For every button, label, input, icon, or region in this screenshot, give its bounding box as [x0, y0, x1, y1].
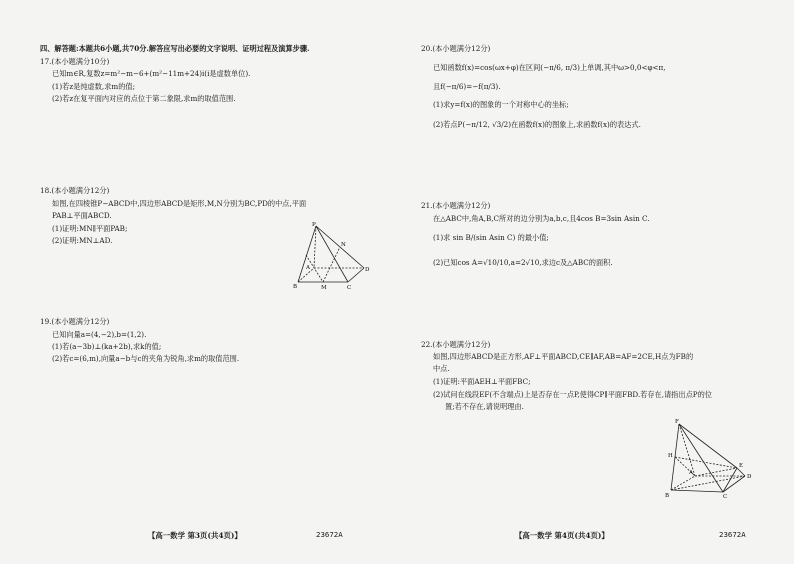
footer-right-code: 23672A: [719, 530, 746, 539]
right-page: [397, 0, 794, 564]
label-h: H: [668, 453, 673, 459]
q22-part2-line1: (2)试问在线段EF(不含端点)上是否存在一点P,使得CP∥平面FBD.若存在,请指出点P的位: [433, 390, 712, 399]
label-f: F: [675, 419, 679, 425]
q18-heading: 18.(本小题满分12分): [40, 186, 110, 195]
label-e: E: [739, 463, 744, 469]
q19-stem: 已知向量a=(4,−2),b=(1,2).: [52, 330, 147, 339]
q20-part2: (2)若点P(−π/12, √3/2)在函数f(x)的图象上,求函数f(x)的表达式.: [433, 120, 641, 129]
q17-heading: 17.(本小题满分10分): [40, 57, 110, 66]
label-a: A: [689, 470, 693, 476]
q21-part2: (2)已知cos A=√10/10,a=2√10,求边c及△ABC的面积.: [433, 258, 613, 267]
q17-stem: 已知m∈R,复数z=m²−m−6+(m²−11m+24)i(i是虚数单位).: [52, 69, 251, 78]
edge-fe: [679, 424, 737, 468]
q17-part1: (1)若z是纯虚数,求m的值;: [52, 82, 135, 91]
q21-stem: 在△ABC中,角A,B,C所对的边分别为a,b,c,且4cos B=3sin Asin C.: [433, 214, 650, 223]
q20-part1: (1)求y=f(x)的图象的一个对称中心的坐标;: [433, 100, 569, 109]
q20-stem-line1: 已知函数f(x)=cos(ωx+φ)在区间(−π/6, π/3)上单调,其中ω>0,0<φ<π,: [433, 63, 666, 72]
label-n: N: [341, 242, 346, 248]
segment-ae: [695, 468, 737, 476]
q19-heading: 19.(本小题满分12分): [40, 317, 110, 326]
footer-left-code: 23672A: [316, 530, 343, 539]
q18-part1: (1)证明:MN∥平面PAB;: [52, 224, 128, 233]
label-d: D: [747, 474, 752, 480]
q21-part1: (1)求 sin B/(sin Asin C) 的最小值;: [433, 233, 549, 242]
q19-part2: (2)若c=(6,m),向量a−b与c的夹角为锐角,求m的取值范围.: [52, 354, 240, 363]
label-a: A: [306, 265, 310, 271]
q19-part1: (1)若(a−3b)⊥(ka+2b),求k的值;: [52, 342, 162, 351]
q17-part2: (2)若z在复平面内对应的点位于第二象限,求m的取值范围.: [52, 94, 236, 103]
label-c: C: [347, 285, 352, 291]
q18-stem-line2: PAB⊥平面ABCD.: [52, 211, 112, 220]
q22-heading: 22.(本小题满分12分): [421, 340, 491, 349]
label-d: D: [365, 267, 370, 273]
label-c: C: [723, 494, 728, 500]
q18-stem-line1: 如图,在四棱锥P−ABCD中,四边形ABCD是矩形,M,N分别为BC,PD的中点,平面: [52, 199, 307, 208]
q22-stem-line1: 如图,四边形ABCD是正方形,AF⊥平面ABCD,CE∥AF,AB=AF=2CE,H点为FB的: [433, 352, 694, 361]
q20-stem-line2: 且f(−π/6)=−f(π/3).: [433, 82, 501, 91]
edge-ce: [723, 468, 737, 492]
q20-heading: 20.(本小题满分12分): [421, 44, 491, 53]
q22-stem-line2: 中点.: [433, 364, 450, 373]
segment-mn: [323, 247, 340, 282]
q22-part1: (1)证明:平面AEH⊥平面FBC;: [433, 377, 531, 386]
label-m: M: [321, 285, 327, 291]
q21-heading: 21.(本小题满分12分): [421, 201, 491, 210]
edge-pc: [316, 226, 348, 282]
footer-left-label: 【高一数学 第3页(共4页)】: [148, 531, 242, 540]
diag-bd: [671, 476, 745, 490]
q22-solid-figure: [665, 418, 755, 498]
label-b: B: [293, 284, 298, 290]
footer-right-label: 【高一数学 第4页(共4页)】: [515, 531, 609, 540]
edge-ed: [737, 468, 745, 476]
edge-fa: [679, 424, 695, 476]
edge-cd: [348, 268, 364, 282]
label-p: P: [312, 222, 316, 228]
q18-pyramid-figure: [292, 222, 376, 296]
section-header: 四、解答题:本题共6小题,共70分.解答应写出必要的文字说明、证明过程及演算步骤.: [40, 44, 310, 53]
edge-bc: [671, 490, 723, 492]
q18-part2: (2)证明:MN⊥AD.: [52, 236, 113, 245]
label-b: B: [665, 493, 670, 499]
q22-part2-line2: 置;若不存在,请说明理由.: [445, 402, 524, 411]
